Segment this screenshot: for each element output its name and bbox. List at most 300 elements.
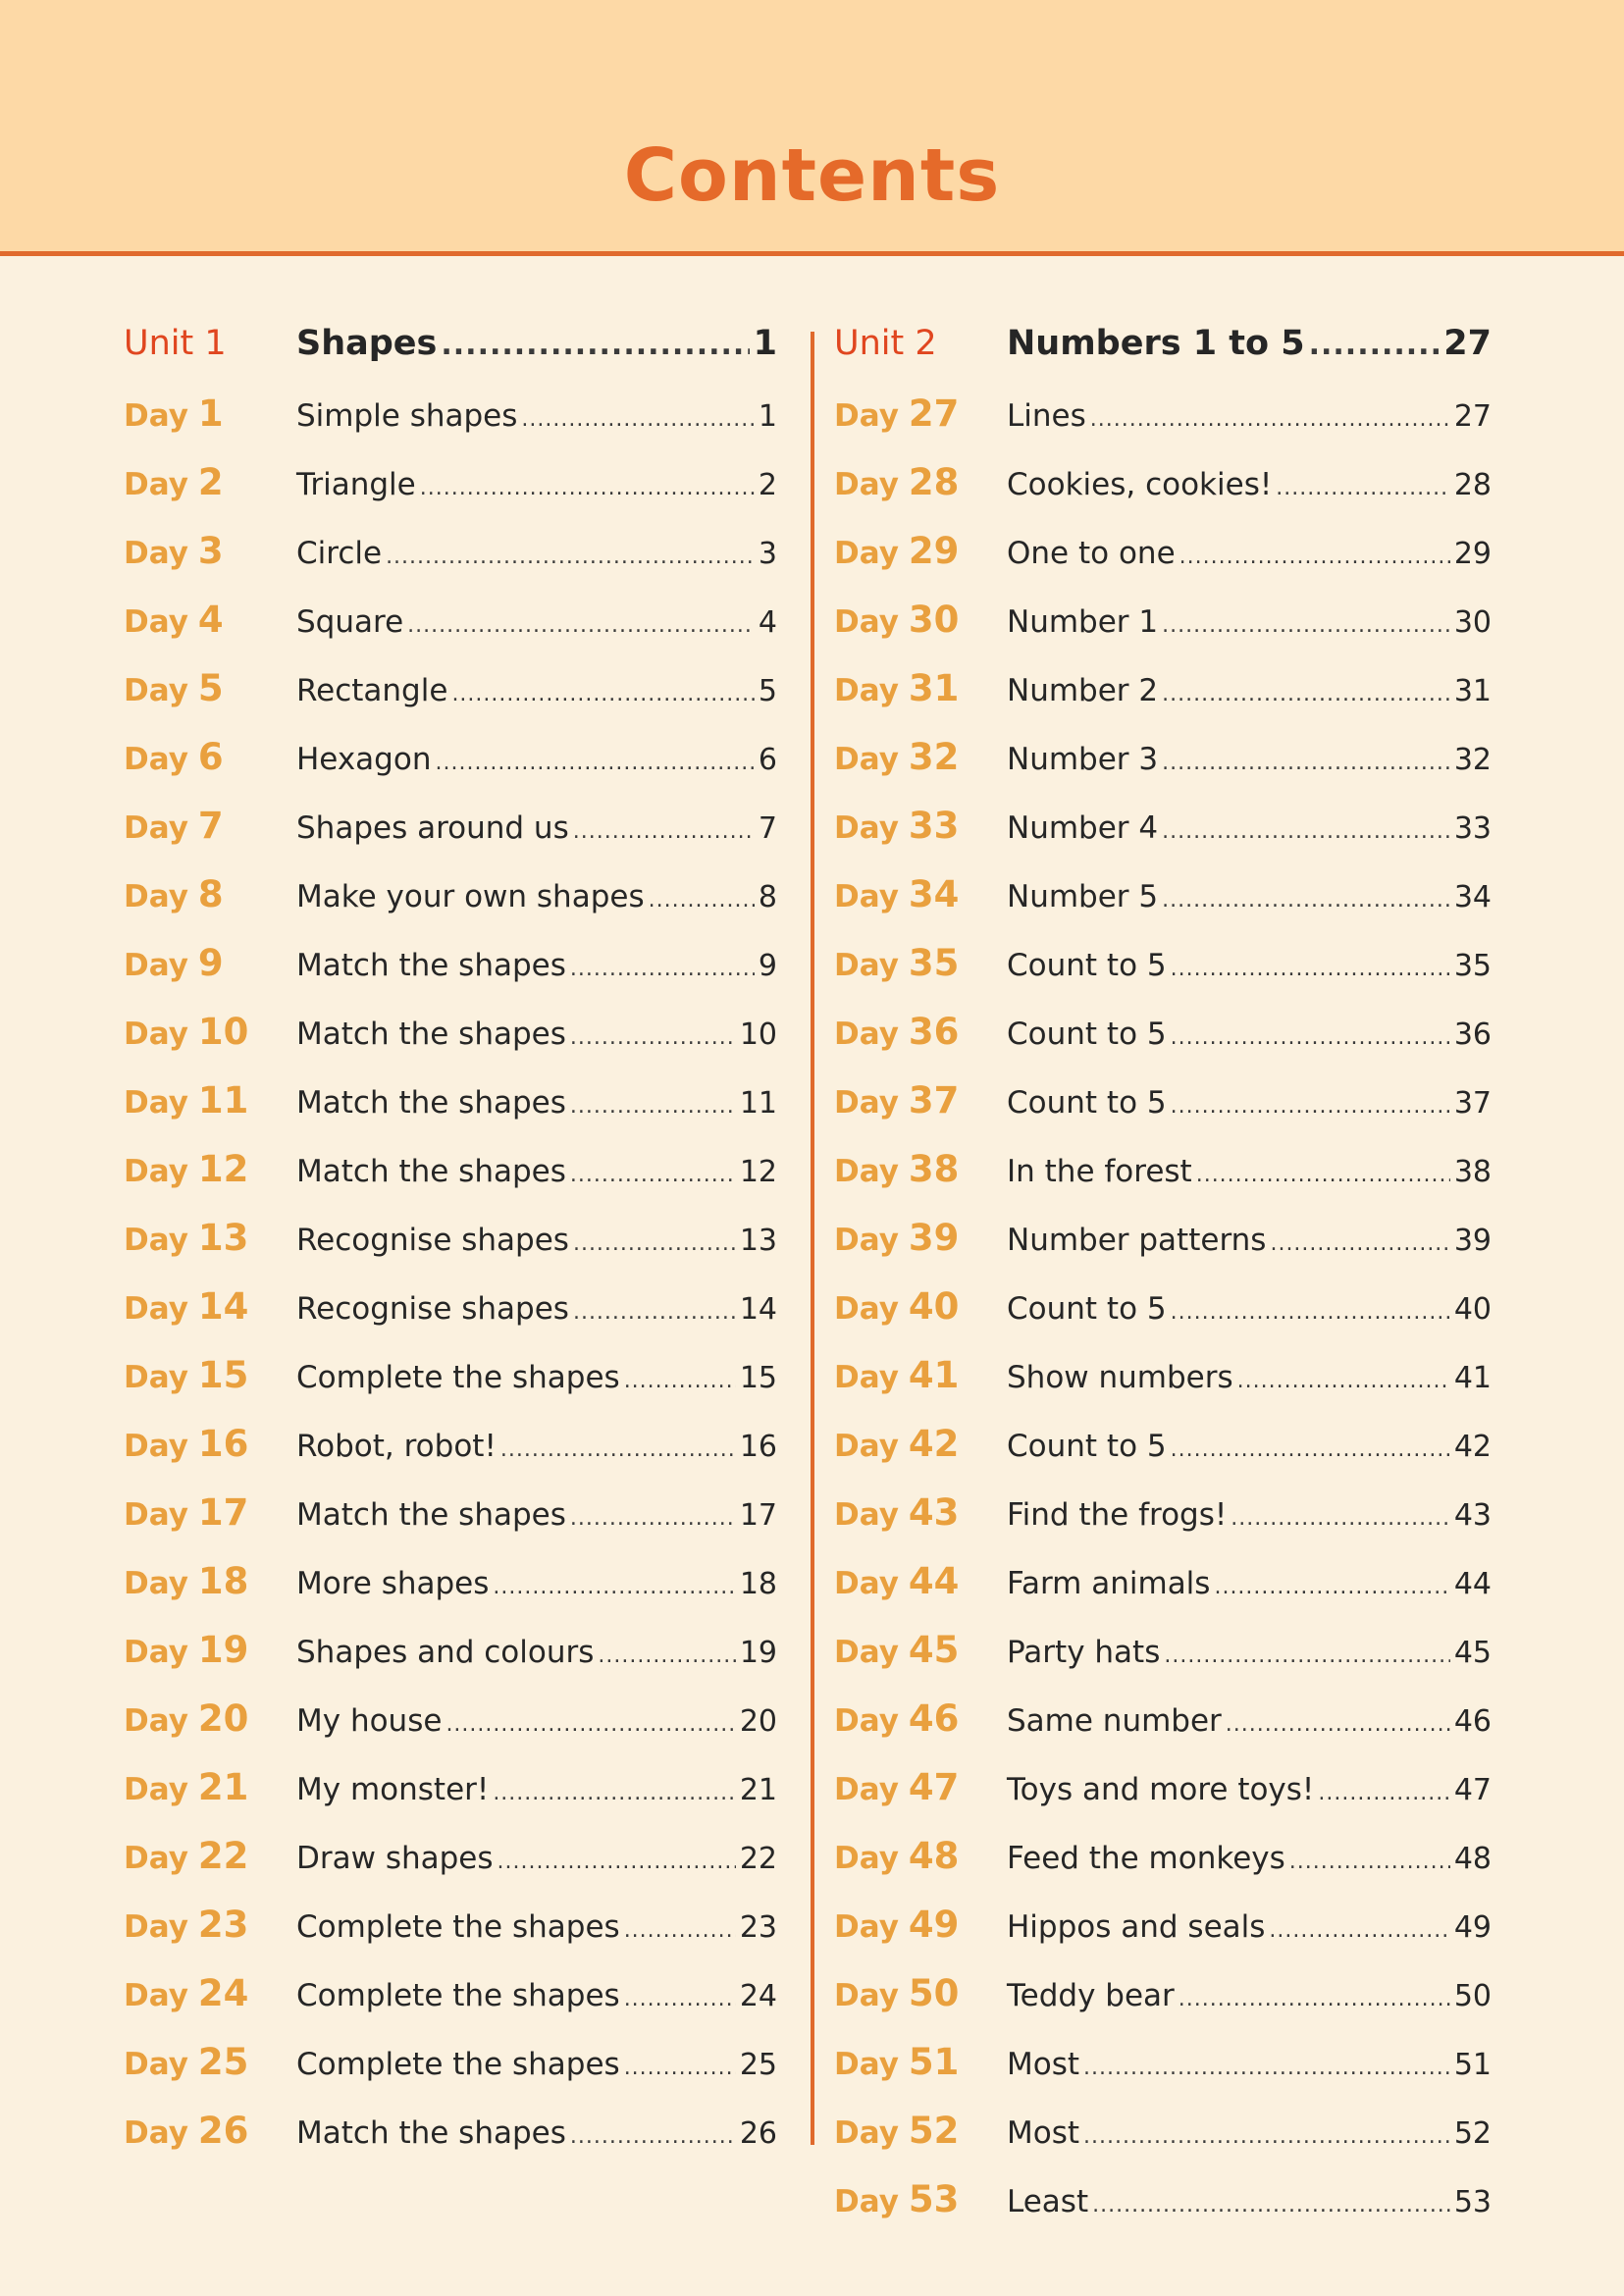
- day-word: Day: [834, 2047, 899, 2082]
- day-number: 9: [197, 942, 224, 984]
- day-number: 8: [197, 873, 224, 915]
- entry-title: Lines: [1007, 398, 1086, 434]
- day-label: [124, 1491, 296, 1534]
- day-label: [124, 1148, 296, 1190]
- day-label: [834, 1285, 1007, 1328]
- day-number: 14: [197, 1285, 249, 1328]
- entry-title: Show numbers: [1007, 1360, 1233, 1395]
- day-number: 47: [908, 1766, 960, 1808]
- day-word: Day: [124, 398, 188, 434]
- day-word: Day: [124, 673, 188, 708]
- contents-entry[interactable]: [834, 1697, 1492, 1766]
- day-word: Day: [124, 1566, 188, 1601]
- day-number: 49: [908, 1904, 960, 1946]
- contents-entry[interactable]: [124, 461, 777, 530]
- entry-title: Shapes and colours: [296, 1635, 595, 1670]
- contents-entry[interactable]: [124, 1491, 777, 1560]
- day-number: 15: [197, 1354, 249, 1396]
- entry-page-number: 40: [1453, 1292, 1492, 1327]
- contents-entry[interactable]: [834, 1148, 1492, 1217]
- leader-dots: [1092, 2193, 1450, 2218]
- day-word: Day: [834, 1497, 899, 1533]
- entry-title: Square: [296, 604, 404, 640]
- entry-title: Teddy bear: [1007, 1978, 1175, 2013]
- day-label: [124, 1904, 296, 1946]
- leader-dots: [1162, 888, 1450, 913]
- leader-dots: [1171, 1300, 1450, 1325]
- entry-page-number: 29: [1453, 537, 1492, 571]
- leader-dots: [498, 1850, 736, 1874]
- day-label: [124, 1972, 296, 2014]
- contents-entry[interactable]: [834, 392, 1492, 461]
- contents-entry[interactable]: [834, 667, 1492, 736]
- contents-entry[interactable]: [834, 873, 1492, 942]
- contents-entry[interactable]: [834, 1011, 1492, 1079]
- day-number: 33: [908, 805, 960, 847]
- contents-entry[interactable]: [834, 736, 1492, 805]
- entry-title: Most: [1007, 2047, 1080, 2082]
- entry-page-number: 5: [758, 674, 777, 708]
- contents-entry[interactable]: [834, 530, 1492, 599]
- contents-entry[interactable]: [834, 1354, 1492, 1423]
- day-label: [834, 1079, 1007, 1122]
- leader-dots: [624, 1369, 736, 1393]
- day-number: 48: [908, 1835, 960, 1877]
- entry-title: Match the shapes: [296, 1085, 566, 1121]
- leader-dots: [1214, 1575, 1449, 1599]
- leader-dots: [1162, 613, 1450, 638]
- entry-page-number: 10: [739, 1018, 777, 1052]
- entry-page-number: 4: [758, 605, 777, 640]
- day-label: [834, 1766, 1007, 1808]
- entry-page-number: 38: [1453, 1155, 1492, 1189]
- entry-page-number: 28: [1453, 468, 1492, 502]
- unit-page-number: 1: [753, 324, 777, 363]
- contents-entry[interactable]: [834, 599, 1492, 667]
- contents-entry[interactable]: [834, 2041, 1492, 2110]
- contents-entry[interactable]: [124, 873, 777, 942]
- contents-entry[interactable]: [834, 461, 1492, 530]
- entry-title: Count to 5: [1007, 1085, 1167, 1121]
- contents-entry[interactable]: [834, 1972, 1492, 2041]
- entry-title: Recognise shapes: [296, 1223, 569, 1258]
- leader-dots: [1162, 751, 1450, 775]
- day-label: [124, 1079, 296, 1122]
- entry-title: Number 5: [1007, 879, 1159, 914]
- entry-title: Match the shapes: [296, 1017, 566, 1052]
- unit-heading-row[interactable]: [834, 324, 1492, 392]
- entry-page-number: 49: [1453, 1910, 1492, 1945]
- leader-dots: [420, 476, 755, 500]
- day-word: Day: [124, 604, 188, 640]
- day-label: [834, 1491, 1007, 1534]
- day-label: [834, 1904, 1007, 1946]
- day-label: [124, 1285, 296, 1328]
- entry-page-number: 48: [1453, 1842, 1492, 1876]
- unit-heading-row[interactable]: [124, 324, 777, 392]
- day-label: [124, 1697, 296, 1740]
- entry-page-number: 47: [1453, 1773, 1492, 1807]
- leader-dots: [1179, 545, 1450, 569]
- entry-page-number: 51: [1453, 2048, 1492, 2082]
- day-label: [834, 461, 1007, 503]
- leader-dots: [598, 1644, 735, 1668]
- entry-page-number: 43: [1453, 1498, 1492, 1533]
- day-label: [124, 1217, 296, 1259]
- leader-dots: [493, 1781, 736, 1805]
- contents-column-left: [124, 324, 777, 2178]
- entry-page-number: 36: [1453, 1018, 1492, 1052]
- day-number: 20: [197, 1697, 249, 1740]
- contents-column-right: [834, 324, 1492, 2247]
- entry-page-number: 1: [758, 399, 777, 434]
- contents-entry[interactable]: [834, 942, 1492, 1011]
- day-number: 23: [197, 1904, 249, 1946]
- leader-dots: [451, 682, 754, 706]
- contents-entry[interactable]: [124, 805, 777, 873]
- day-number: 4: [197, 599, 224, 641]
- entry-page-number: 53: [1453, 2185, 1492, 2219]
- entry-page-number: 41: [1453, 1361, 1492, 1395]
- day-word: Day: [834, 948, 899, 983]
- entry-title: Recognise shapes: [296, 1291, 569, 1327]
- day-number: 12: [197, 1148, 249, 1190]
- day-word: Day: [834, 467, 899, 502]
- day-label: [124, 805, 296, 847]
- day-word: Day: [834, 604, 899, 640]
- entry-page-number: 9: [758, 949, 777, 983]
- day-number: 29: [908, 530, 960, 572]
- day-label: [124, 1354, 296, 1396]
- entry-page-number: 22: [739, 1842, 777, 1876]
- leader-dots: [1289, 1850, 1450, 1874]
- day-label: [834, 736, 1007, 778]
- leader-dots: [1162, 819, 1450, 844]
- entry-page-number: 46: [1453, 1704, 1492, 1739]
- contents-entry[interactable]: [834, 1423, 1492, 1491]
- entry-title: Number patterns: [1007, 1223, 1267, 1258]
- day-word: Day: [124, 810, 188, 846]
- contents-entry[interactable]: [124, 667, 777, 736]
- entry-page-number: 35: [1453, 949, 1492, 983]
- page-title: Contents: [623, 133, 1001, 218]
- day-label: [834, 1629, 1007, 1671]
- day-word: Day: [124, 879, 188, 914]
- day-label: [124, 530, 296, 572]
- contents-entry[interactable]: [124, 1904, 777, 1972]
- entry-title: Number 1: [1007, 604, 1159, 640]
- leader-dots: [1231, 1506, 1450, 1531]
- day-word: Day: [834, 673, 899, 708]
- contents-entry[interactable]: [834, 1285, 1492, 1354]
- entry-page-number: 23: [739, 1910, 777, 1945]
- leader-dots: [435, 751, 754, 775]
- entry-title: Complete the shapes: [296, 1360, 620, 1395]
- day-word: Day: [124, 1978, 188, 2013]
- day-number: 41: [908, 1354, 960, 1396]
- day-word: Day: [834, 1360, 899, 1395]
- day-word: Day: [124, 2115, 188, 2151]
- day-number: 53: [908, 2178, 960, 2220]
- entry-title: Complete the shapes: [296, 1909, 620, 1945]
- entry-page-number: 20: [739, 1704, 777, 1739]
- entry-title: Same number: [1007, 1703, 1222, 1739]
- leader-dots: [1162, 682, 1450, 706]
- day-word: Day: [124, 1429, 188, 1464]
- day-number: 45: [908, 1629, 960, 1671]
- leader-dots: [570, 1163, 736, 1187]
- leader-dots: [1171, 957, 1450, 981]
- contents-entry[interactable]: [124, 2041, 777, 2110]
- day-number: 10: [197, 1011, 249, 1053]
- leader-dots: [570, 2124, 736, 2149]
- day-number: 42: [908, 1423, 960, 1465]
- entry-title: Most: [1007, 2115, 1080, 2151]
- day-word: Day: [834, 1909, 899, 1945]
- entry-page-number: 14: [739, 1292, 777, 1327]
- entry-title: Circle: [296, 536, 383, 571]
- contents-entry[interactable]: [124, 1629, 777, 1697]
- contents-entry[interactable]: [124, 530, 777, 599]
- entry-page-number: 18: [739, 1567, 777, 1601]
- contents-entry[interactable]: [834, 2110, 1492, 2178]
- contents-entry[interactable]: [124, 1560, 777, 1629]
- entry-title: Match the shapes: [296, 2115, 566, 2151]
- entry-page-number: 15: [739, 1361, 777, 1395]
- day-number: 19: [197, 1629, 249, 1671]
- entry-title: One to one: [1007, 536, 1176, 571]
- day-word: Day: [124, 1291, 188, 1327]
- entry-page-number: 45: [1453, 1636, 1492, 1670]
- contents-entry[interactable]: [834, 1079, 1492, 1148]
- day-word: Day: [834, 1017, 899, 1052]
- day-number: 46: [908, 1697, 960, 1740]
- entry-page-number: 27: [1453, 399, 1492, 434]
- day-number: 24: [197, 1972, 249, 2014]
- day-word: Day: [834, 879, 899, 914]
- leader-dots: [1226, 1712, 1450, 1737]
- day-label: [834, 2041, 1007, 2083]
- day-number: 7: [197, 805, 224, 847]
- contents-entry[interactable]: [124, 1354, 777, 1423]
- contents-entry[interactable]: [834, 2178, 1492, 2247]
- contents-entry[interactable]: [124, 1285, 777, 1354]
- day-label: [124, 1560, 296, 1602]
- contents-entry[interactable]: [124, 1766, 777, 1835]
- leader-dots: [1309, 328, 1441, 362]
- day-number: 51: [908, 2041, 960, 2083]
- entry-title: Rectangle: [296, 673, 448, 708]
- day-number: 13: [197, 1217, 249, 1259]
- day-number: 28: [908, 461, 960, 503]
- entry-title: Party hats: [1007, 1635, 1161, 1670]
- entry-page-number: 33: [1453, 811, 1492, 846]
- day-number: 50: [908, 1972, 960, 2014]
- unit-label: Unit 2: [834, 324, 937, 363]
- entry-page-number: 42: [1453, 1430, 1492, 1464]
- entry-page-number: 39: [1453, 1224, 1492, 1258]
- entry-title: More shapes: [296, 1566, 490, 1601]
- leader-dots: [1179, 1987, 1450, 2011]
- entry-page-number: 26: [739, 2116, 777, 2151]
- leader-dots: [407, 613, 755, 638]
- entry-page-number: 2: [758, 468, 777, 502]
- leader-dots: [1269, 1918, 1449, 1943]
- day-word: Day: [834, 1978, 899, 2013]
- contents-entry[interactable]: [124, 736, 777, 805]
- entry-page-number: 19: [739, 1636, 777, 1670]
- day-label: [834, 392, 1007, 435]
- contents-entry[interactable]: [124, 599, 777, 667]
- contents-entry[interactable]: [124, 1423, 777, 1491]
- day-label: [124, 736, 296, 778]
- day-label: [834, 1423, 1007, 1465]
- entry-page-number: 12: [739, 1155, 777, 1189]
- contents-entry[interactable]: [834, 1560, 1492, 1629]
- entry-title: Toys and more toys!: [1007, 1772, 1315, 1807]
- day-label: [834, 2110, 1007, 2152]
- day-number: 31: [908, 667, 960, 709]
- entry-title: Draw shapes: [296, 1841, 494, 1876]
- day-word: Day: [834, 1703, 899, 1739]
- entry-title: Feed the monkeys: [1007, 1841, 1285, 1876]
- day-label: [124, 461, 296, 503]
- unit-page-number: 27: [1443, 324, 1492, 363]
- entry-title: Farm animals: [1007, 1566, 1211, 1601]
- day-label: [834, 530, 1007, 572]
- contents-entry[interactable]: [124, 1011, 777, 1079]
- day-word: Day: [834, 1154, 899, 1189]
- entry-page-number: 3: [758, 537, 777, 571]
- unit-title: Shapes: [296, 324, 438, 363]
- leader-dots: [445, 1712, 735, 1737]
- entry-title: Robot, robot!: [296, 1429, 497, 1464]
- entry-page-number: 24: [739, 1979, 777, 2013]
- entry-title: Count to 5: [1007, 1291, 1167, 1327]
- entry-title: In the forest: [1007, 1154, 1192, 1189]
- day-word: Day: [124, 742, 188, 777]
- day-number: 32: [908, 736, 960, 778]
- day-label: [124, 392, 296, 435]
- unit-title: Numbers 1 to 5: [1007, 324, 1305, 363]
- contents-entry[interactable]: [124, 2110, 777, 2178]
- day-word: Day: [834, 1841, 899, 1876]
- leader-dots: [624, 1918, 736, 1943]
- day-label: [834, 1972, 1007, 2014]
- day-label: [124, 667, 296, 709]
- day-label: [124, 2110, 296, 2152]
- day-label: [834, 1217, 1007, 1259]
- entry-page-number: 30: [1453, 605, 1492, 640]
- day-word: Day: [834, 1566, 899, 1601]
- day-label: [834, 805, 1007, 847]
- contents-entry[interactable]: [124, 942, 777, 1011]
- contents-entry[interactable]: [124, 392, 777, 461]
- entry-page-number: 17: [739, 1498, 777, 1533]
- day-word: Day: [834, 1429, 899, 1464]
- day-label: [124, 599, 296, 641]
- day-word: Day: [124, 1909, 188, 1945]
- entry-page-number: 6: [758, 743, 777, 777]
- contents-entry[interactable]: [834, 1217, 1492, 1285]
- entry-title: Complete the shapes: [296, 2047, 620, 2082]
- day-number: 2: [197, 461, 224, 503]
- entry-title: Match the shapes: [296, 1154, 566, 1189]
- leader-dots: [1270, 1231, 1449, 1256]
- day-label: [124, 942, 296, 984]
- day-word: Day: [124, 467, 188, 502]
- day-word: Day: [124, 1223, 188, 1258]
- day-word: Day: [124, 948, 188, 983]
- entry-title: Count to 5: [1007, 1429, 1167, 1464]
- day-label: [834, 1697, 1007, 1740]
- contents-entry[interactable]: [124, 1835, 777, 1904]
- day-word: Day: [124, 1772, 188, 1807]
- entry-page-number: 32: [1453, 743, 1492, 777]
- entry-title: Shapes around us: [296, 810, 569, 846]
- day-word: Day: [834, 742, 899, 777]
- contents-entry[interactable]: [124, 1079, 777, 1148]
- entry-page-number: 37: [1453, 1086, 1492, 1121]
- leader-dots: [521, 407, 755, 432]
- leader-dots: [1171, 1437, 1450, 1462]
- entry-page-number: 21: [739, 1773, 777, 1807]
- leader-dots: [624, 1987, 736, 2011]
- entry-page-number: 25: [739, 2048, 777, 2082]
- day-word: Day: [124, 1703, 188, 1739]
- contents-entry[interactable]: [834, 1629, 1492, 1697]
- leader-dots: [1083, 2124, 1450, 2149]
- day-number: 27: [908, 392, 960, 435]
- day-word: Day: [834, 398, 899, 434]
- contents-entry[interactable]: [124, 1148, 777, 1217]
- day-label: [834, 2178, 1007, 2220]
- day-word: Day: [124, 1497, 188, 1533]
- leader-dots: [573, 1231, 736, 1256]
- entry-title: Count to 5: [1007, 948, 1167, 983]
- contents-entry[interactable]: [834, 805, 1492, 873]
- entry-page-number: 11: [739, 1086, 777, 1121]
- leader-dots: [570, 1094, 736, 1119]
- column-divider: [811, 332, 814, 2145]
- contents-entry[interactable]: [834, 1491, 1492, 1560]
- contents-entry[interactable]: [124, 1697, 777, 1766]
- day-number: 22: [197, 1835, 249, 1877]
- contents-entry[interactable]: [124, 1972, 777, 2041]
- day-word: Day: [834, 1635, 899, 1670]
- leader-dots: [1090, 407, 1450, 432]
- day-word: Day: [124, 2047, 188, 2082]
- day-number: 39: [908, 1217, 960, 1259]
- entry-title: Triangle: [296, 467, 416, 502]
- contents-entry[interactable]: [124, 1217, 777, 1285]
- day-number: 30: [908, 599, 960, 641]
- leader-dots: [1237, 1369, 1450, 1393]
- contents-entry[interactable]: [834, 1766, 1492, 1835]
- contents-entry[interactable]: [834, 1904, 1492, 1972]
- day-number: 36: [908, 1011, 960, 1053]
- entry-title: Number 2: [1007, 673, 1159, 708]
- day-number: 40: [908, 1285, 960, 1328]
- entry-title: Hippos and seals: [1007, 1909, 1266, 1945]
- day-label: [834, 1560, 1007, 1602]
- contents-entry[interactable]: [834, 1835, 1492, 1904]
- day-number: 26: [197, 2110, 249, 2152]
- day-label: [124, 2041, 296, 2083]
- entry-page-number: 8: [758, 880, 777, 914]
- unit-label: Unit 1: [124, 324, 227, 363]
- leader-dots: [649, 888, 755, 913]
